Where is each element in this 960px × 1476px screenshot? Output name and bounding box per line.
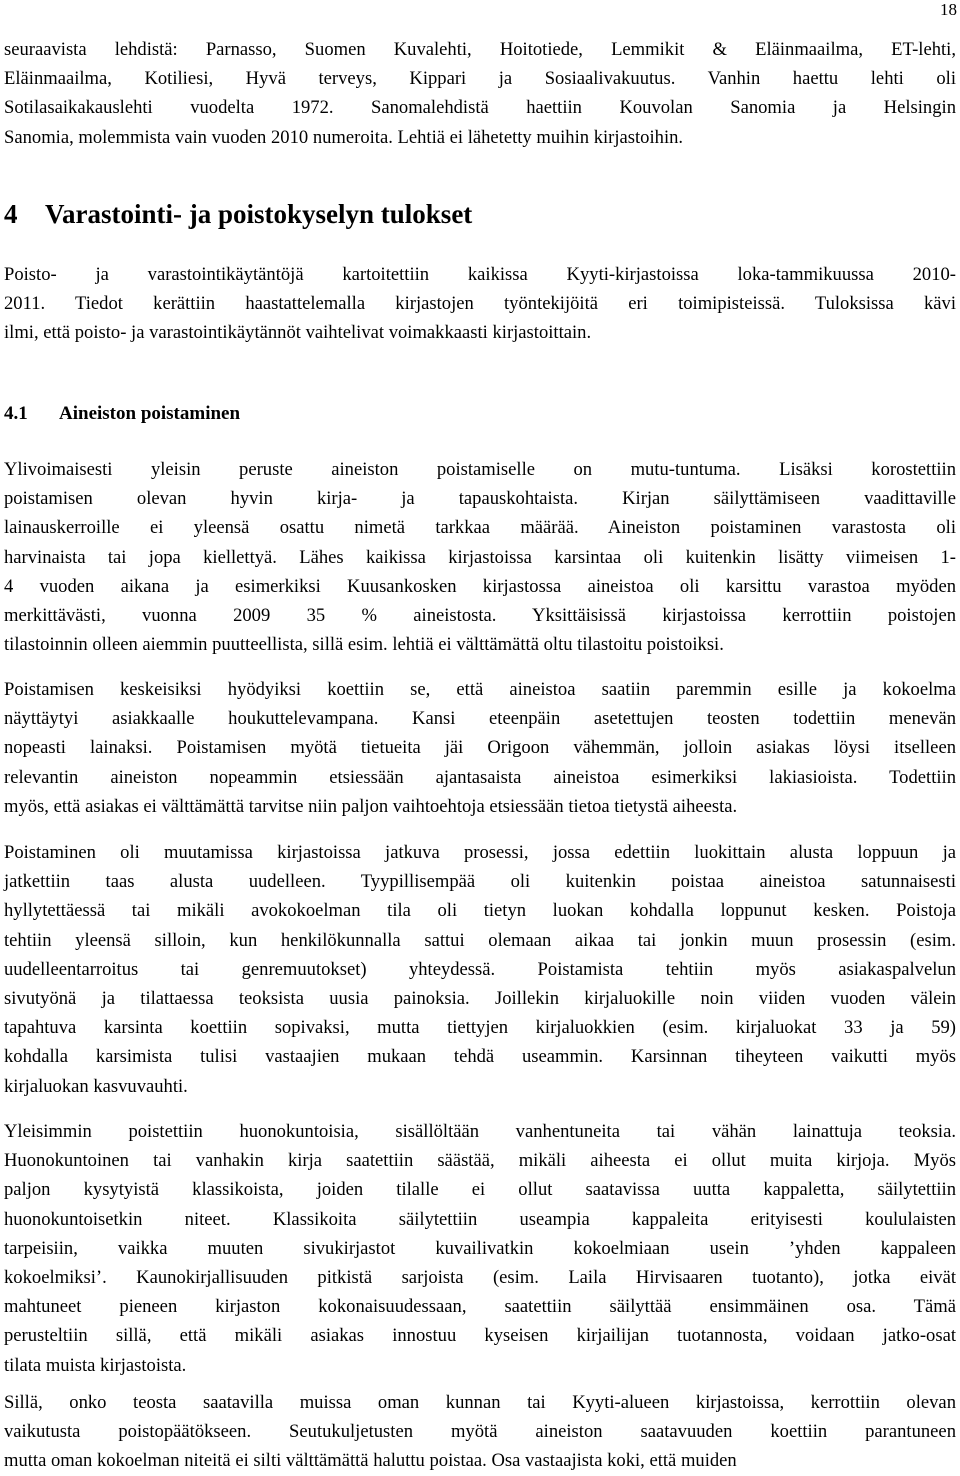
paragraph-removal-benefits xyxy=(4,675,956,821)
text-line: tapahtuva karsinta koettiin sopivaksi, mutta tiettyjen kirjaluokkien (esim. kirjaluokat 33 ja 59) xyxy=(4,1017,956,1039)
paragraph-intro xyxy=(4,35,956,152)
text-line: kohdalla karsimista tulisi vastaajien mukaan tehdä useammin. Karsinnan tiheyteen vaikutti myös xyxy=(4,1046,956,1068)
text-line: 2011. Tiedot kerättiin haastattelemalla kirjastojen työntekijöitä eri toimipisteissä. Tuloksissa kävi xyxy=(4,293,956,315)
text-line: relevantin aineiston nopeammin etsiessään ajantasaista aineistoa esimerkiksi lakiasioista. Todettiin xyxy=(4,766,956,788)
page-number: 18 xyxy=(940,0,957,19)
text-line: perusteltiin sillä, että mikäli asiakas innostuu kyseisen kirjailijan tuotannosta, voidaan jatko-osat xyxy=(4,1325,956,1347)
text-line: Poisto- ja varastointikäytäntöjä kartoitettiin kaikissa Kyyti-kirjastoissa loka-tammikuussa 2010- xyxy=(4,264,956,285)
text-line: Eläinmaailma, Kotiliesi, Hyvä terveys, Kippari ja Sosiaalivakuutus. Vanhin haettu lehti oli xyxy=(4,68,956,90)
subsection-heading xyxy=(4,400,240,428)
text-line: lainauskerroille ei yleensä osattu nimetä tarkkaa määrää. Aineiston poistaminen varastosta oli xyxy=(4,517,956,539)
text-line: merkittävästi, vuonna 2009 35 % aineistosta. Yksittäisissä kirjastoissa kerrottiin poistojen xyxy=(4,605,956,627)
text-line: sivutyönä ja tilattaessa teoksista uusia painoksia. Joillekin kirjaluokille noin viiden vuoden välein xyxy=(4,988,956,1010)
text-line: vaikutusta poistopäätökseen. Seutukuljetusten myötä aineiston saatavuuden koettiin parantuneen xyxy=(4,1421,956,1443)
text-line: Sillä, onko teosta saatavilla muissa oman kunnan tai Kyyti-alueen kirjastoissa, kerrottiin olevan xyxy=(4,1392,956,1413)
text-line: myös, että asiakas ei välttämättä tarvitse niin paljon vaihtoehtoja etsiessään tietoa tietystä aiheesta. xyxy=(4,795,738,817)
text-line: paljon kysytyistä klassikoista, joiden tilalle ei ollut saatavissa uutta kappaletta, säilytettiin xyxy=(4,1179,956,1201)
text-line: seuraavista lehdistä: Parnasso, Suomen Kuvalehti, Hoitotiede, Lemmikit & Eläinmaailma, ET-lehti, xyxy=(4,39,956,60)
section-heading xyxy=(4,196,472,232)
text-line: kirjaluokan kasvuvauhti. xyxy=(4,1075,188,1097)
paragraph-removed-items xyxy=(4,1117,956,1380)
section-title: Varastointi- ja poistokyselyn tulokset xyxy=(45,199,473,229)
text-line: hyllytettäessä tai mikäli avokokoelman tila oli tietyn luokan kohdalla loppunut kesken. Poistoja xyxy=(4,900,956,922)
text-line: 4 vuoden aikana ja esimerkiksi Kuusankosken kirjastossa aineistoa oli karsittu varastoa myöden xyxy=(4,575,956,597)
text-line: harvinaista tai jopa kiellettyä. Lähes kaikissa kirjastoissa karsintaa oli kuitenkin lisätty viimeisen 1- xyxy=(4,546,956,568)
text-line: tehtiin yleensä silloin, kun henkilökunnalla sattui olemaan aikaa tai jonkin muun prosessin (esim. xyxy=(4,929,956,951)
text-line: ilmi, että poisto- ja varastointikäytännöt vaihtelivat voimakkaasti kirjastoittain. xyxy=(4,322,592,344)
text-line: Poistamisen keskeisiksi hyödyiksi koettiin se, että aineistoa saatiin paremmin esille ja kokoelma xyxy=(4,679,956,700)
text-line: tarpeisiin, vaikka muuten sivukirjastot kuvailivatkin kokoelmiaan usein ’yhden kappaleen xyxy=(4,1237,956,1259)
text-line: Yleisimmin poistettiin huonokuntoisia, sisällöltään vanhentuneita tai vähän lainattuja teoksia. xyxy=(4,1121,956,1142)
text-line: poistamisen olevan hyvin kirja- ja tapauskohtaista. Kirjan säilyttämiseen vaadittaville xyxy=(4,488,956,510)
text-line: huonokuntoisetkin niteet. Klassikoita säilytettiin useampia kappaleita erityisesti koululaisten xyxy=(4,1208,956,1230)
text-line: kokoelmiksi’. Kaunokirjallisuuden pitkistä sarjoista (esim. Laila Hirvisaaren tuotanto), jotka eivät xyxy=(4,1267,956,1289)
text-line: tilata muista kirjastoista. xyxy=(4,1354,187,1376)
text-line: nopeasti lainaksi. Poistamisen myötä tietueita jäi Origoon vähemmän, jolloin asiakas löysi itselleen xyxy=(4,737,956,759)
paragraph-availability xyxy=(4,1388,956,1476)
text-line: jatkettiin taas alusta uudelleen. Tyypillisempää oli kuitenkin poistaa aineistoa satunnaisesti xyxy=(4,871,956,893)
text-line: uudelleentarroitus tai genremuutokset) yhteydessä. Poistamista tehtiin myös asiakaspalvelun xyxy=(4,958,956,980)
paragraph-section-intro xyxy=(4,260,956,348)
text-line: Poistaminen oli muutamissa kirjastoissa jatkuva prosessi, jossa edettiin luokittain alusta loppuun ja xyxy=(4,842,956,863)
subsection-number: 4.1 xyxy=(4,403,28,424)
text-line: Ylivoimaisesti yleisin peruste aineiston poistamiselle on mutu-tuntuma. Lisäksi korostettiin xyxy=(4,459,956,480)
paragraph-removal-criteria xyxy=(4,455,956,659)
subsection-title: Aineiston poistaminen xyxy=(59,403,241,424)
text-line: mutta oman kokoelman niteitä ei silti välttämättä haluttu poistaa. Osa vastaajista koki, että muiden xyxy=(4,1450,737,1472)
section-number: 4 xyxy=(4,199,18,229)
text-line: näyttäytyi asiakkaalle houkuttelevampana. Kansi eteenpäin asetettujen teosten todettiin menevän xyxy=(4,708,956,730)
text-line: tilastoinnin olleen aiemmin puutteellista, sillä esim. lehtiä ei välttämättä oltu tilastoitu poistoiksi. xyxy=(4,634,724,656)
text-line: mahtuneet pieneen kirjaston kokonaisuudessaan, saatettiin säilyttää ensimmäinen osa. Tämä xyxy=(4,1296,956,1318)
text-line: Huonokuntoinen tai vanhakin kirja saatettiin säästää, mikäli aiheesta ei ollut muita kirjoja. Myös xyxy=(4,1150,956,1172)
text-line: Sanomia, molemmista vain vuoden 2010 numeroita. Lehtiä ei lähetetty muihin kirjastoihin. xyxy=(4,126,684,148)
text-line: Sotilasaikakauslehti vuodelta 1972. Sanomalehdistä haettiin Kouvolan Sanomia ja Helsingin xyxy=(4,97,956,119)
paragraph-removal-process xyxy=(4,838,956,1101)
